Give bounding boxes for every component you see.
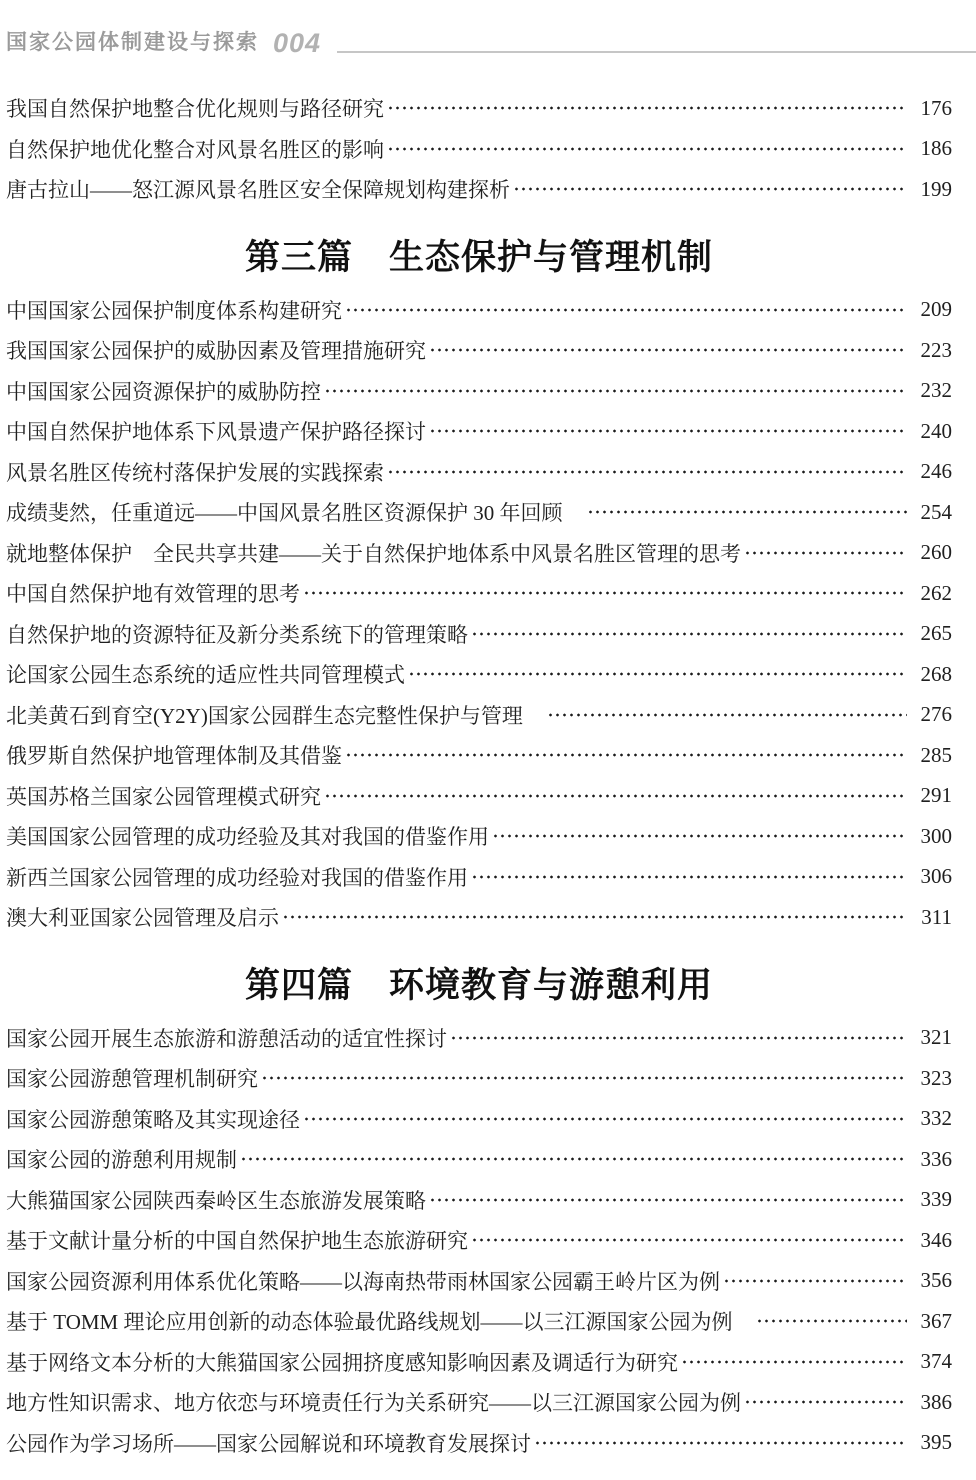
toc-entry-title: 我国自然保护地整合优化规则与路径研究 — [6, 97, 384, 122]
toc-entry-title: 国家公园开展生态旅游和游憩活动的适宜性探讨 — [6, 1026, 447, 1051]
dot-leader — [240, 1152, 907, 1166]
toc-entry[interactable] — [6, 452, 952, 493]
dot-leader — [345, 303, 907, 317]
toc-entry-title: 美国国家公园管理的成功经验及其对我国的借鉴作用 — [6, 825, 489, 850]
dot-leader — [387, 465, 907, 479]
toc-entry-page: 306 — [920, 864, 952, 889]
dot-leader — [756, 1314, 907, 1328]
toc-entry[interactable] — [6, 1220, 952, 1261]
toc-entry-title: 新西兰国家公园管理的成功经验对我国的借鉴作用 — [6, 865, 468, 890]
toc-entry-title: 基于 TOMM 理论应用创新的动态体验最优路线规划——以三江源国家公园为例 — [6, 1310, 754, 1335]
dot-leader — [471, 870, 907, 884]
toc-entry-title: 地方性知识需求、地方依恋与环境责任行为关系研究——以三江源国家公园为例 — [6, 1391, 741, 1416]
toc-entry-title: 论国家公园生态系统的适应性共同管理模式 — [6, 663, 405, 688]
dot-leader — [471, 627, 907, 641]
toc-entry[interactable] — [6, 857, 952, 898]
toc-entry-page: 240 — [920, 418, 952, 443]
section-heading: 第四篇 环境教育与游憩利用 — [244, 965, 713, 1005]
toc-entry[interactable] — [6, 371, 952, 412]
dot-leader — [345, 748, 907, 762]
toc-entry-page: 176 — [920, 95, 952, 120]
dot-leader — [681, 1355, 907, 1369]
toc-entry[interactable] — [6, 1058, 952, 1099]
toc-entry-page: 276 — [920, 702, 952, 727]
toc-entry[interactable] — [6, 654, 952, 695]
toc-entry[interactable] — [6, 88, 952, 129]
toc-entry[interactable] — [6, 816, 952, 857]
toc-entry-page: 386 — [920, 1389, 952, 1414]
toc-entry[interactable] — [6, 573, 952, 614]
toc-entry-title: 北美黄石到育空(Y2Y)国家公园群生态完整性保护与管理 — [6, 703, 544, 728]
toc-entry[interactable] — [6, 1180, 952, 1221]
toc-entry-title: 自然保护地优化整合对风景名胜区的影响 — [6, 137, 384, 162]
dot-leader — [429, 424, 907, 438]
toc-entry-title: 就地整体保护 全民共享共建——关于自然保护地体系中风景名胜区管理的思考 — [6, 541, 741, 566]
toc-entry[interactable] — [6, 330, 952, 371]
dot-leader — [387, 142, 907, 156]
toc-entry-title: 中国自然保护地体系下风景遗产保护路径探讨 — [6, 420, 426, 445]
toc-entry-title: 基于网络文本分析的大熊猫国家公园拥挤度感知影响因素及调适行为研究 — [6, 1350, 678, 1375]
toc-entry-page: 262 — [920, 580, 952, 605]
toc-entry-page: 346 — [920, 1227, 952, 1252]
toc-entry-title: 中国国家公园资源保护的威胁防控 — [6, 379, 321, 404]
dot-leader — [303, 586, 907, 600]
toc-entry[interactable] — [6, 1139, 952, 1180]
toc-entry-title: 我国国家公园保护的威胁因素及管理措施研究 — [6, 339, 426, 364]
toc-entry-title: 俄罗斯自然保护地管理体制及其借鉴 — [6, 744, 342, 769]
toc-entry-page: 374 — [920, 1349, 952, 1374]
toc-entry-title: 国家公园游憩策略及其实现途径 — [6, 1107, 300, 1132]
dot-leader — [744, 546, 907, 560]
dot-leader — [587, 505, 908, 519]
page-header — [0, 0, 976, 56]
toc-entry[interactable] — [6, 735, 952, 776]
toc-entry-page: 260 — [920, 540, 952, 565]
toc-entry[interactable] — [6, 1099, 952, 1140]
dot-leader — [303, 1112, 907, 1126]
toc-entry-page: 311 — [921, 904, 952, 929]
toc-entry[interactable] — [6, 129, 952, 170]
toc-entry[interactable] — [6, 1018, 952, 1059]
toc-entry[interactable] — [6, 897, 952, 938]
dot-leader — [324, 789, 907, 803]
toc-entry-page: 356 — [920, 1268, 952, 1293]
toc-entry-page: 339 — [920, 1187, 952, 1212]
dot-leader — [429, 343, 907, 357]
dot-leader — [492, 829, 907, 843]
toc-entry-page: 332 — [920, 1106, 952, 1131]
toc-entry-page: 254 — [920, 499, 952, 524]
toc-entry-page: 268 — [920, 661, 952, 686]
toc-entry-page: 323 — [920, 1065, 952, 1090]
toc-entry-title: 澳大利亚国家公园管理及启示 — [6, 906, 279, 931]
toc-entry[interactable] — [6, 1301, 952, 1342]
toc-entry[interactable] — [6, 492, 952, 533]
toc-entry-page: 265 — [920, 621, 952, 646]
dot-leader — [534, 1436, 907, 1450]
header-rule — [337, 51, 976, 53]
dot-leader — [387, 101, 907, 115]
dot-leader — [261, 1071, 907, 1085]
toc-entry-page: 246 — [920, 459, 952, 484]
toc-entry[interactable] — [6, 1261, 952, 1302]
toc-entry-page: 321 — [920, 1025, 952, 1050]
toc-entry[interactable] — [6, 1423, 952, 1464]
toc-entry[interactable] — [6, 1382, 952, 1423]
dot-leader — [547, 708, 907, 722]
toc-entry[interactable] — [6, 614, 952, 655]
toc — [0, 88, 976, 1463]
toc-entry-page: 186 — [920, 136, 952, 161]
dot-leader — [429, 1193, 907, 1207]
dot-leader — [450, 1031, 907, 1045]
toc-entry-title: 基于文献计量分析的中国自然保护地生态旅游研究 — [6, 1229, 468, 1254]
toc-entry-page: 199 — [920, 176, 952, 201]
dot-leader — [282, 910, 907, 924]
toc-entry-title: 中国自然保护地有效管理的思考 — [6, 582, 300, 607]
toc-entry-title: 风景名胜区传统村落保护发展的实践探索 — [6, 460, 384, 485]
toc-entry[interactable] — [6, 1342, 952, 1383]
toc-entry-title: 成绩斐然，任重道远——中国风景名胜区资源保护 30 年回顾 — [6, 501, 584, 526]
dot-leader — [324, 384, 907, 398]
toc-entry-title: 自然保护地的资源特征及新分类系统下的管理策略 — [6, 622, 468, 647]
toc-entry-title: 大熊猫国家公园陕西秦岭区生态旅游发展策略 — [6, 1188, 426, 1213]
toc-entry-page: 209 — [920, 297, 952, 322]
toc-entry[interactable] — [6, 776, 952, 817]
toc-entry[interactable] — [6, 169, 952, 210]
toc-entry-page: 232 — [920, 378, 952, 403]
dot-leader — [744, 1395, 907, 1409]
toc-entry-title: 英国苏格兰国家公园管理模式研究 — [6, 784, 321, 809]
section-heading: 第三篇 生态保护与管理机制 — [244, 237, 713, 277]
toc-entry-page: 285 — [920, 742, 952, 767]
dot-leader — [723, 1274, 907, 1288]
toc-entry[interactable] — [6, 695, 952, 736]
running-head-book-title: 国家公园体制建设与探索 — [6, 31, 259, 54]
dot-leader — [471, 1233, 907, 1247]
toc-entry-page: 395 — [920, 1430, 952, 1455]
toc-entry-title: 国家公园的游憩利用规制 — [6, 1148, 237, 1173]
toc-entry-title: 公园作为学习场所——国家公园解说和环境教育发展探讨 — [6, 1431, 531, 1456]
toc-entry-title: 中国国家公园保护制度体系构建研究 — [6, 298, 342, 323]
dot-leader — [408, 667, 907, 681]
toc-entry[interactable] — [6, 411, 952, 452]
running-head-page-number: 004 — [273, 28, 322, 58]
toc-entry-title: 唐古拉山——怒江源风景名胜区安全保障规划构建探析 — [6, 178, 510, 203]
toc-entry-title: 国家公园游憩管理机制研究 — [6, 1067, 258, 1092]
toc-entry-page: 336 — [920, 1146, 952, 1171]
toc-entry[interactable] — [6, 533, 952, 574]
toc-entry-title: 国家公园资源利用体系优化策略——以海南热带雨林国家公园霸王岭片区为例 — [6, 1269, 720, 1294]
toc-entry-page: 223 — [920, 337, 952, 362]
toc-entry-page: 291 — [920, 783, 952, 808]
dot-leader — [513, 182, 907, 196]
toc-entry-page: 367 — [920, 1308, 952, 1333]
toc-entry-page: 300 — [920, 823, 952, 848]
toc-entry[interactable] — [6, 290, 952, 331]
